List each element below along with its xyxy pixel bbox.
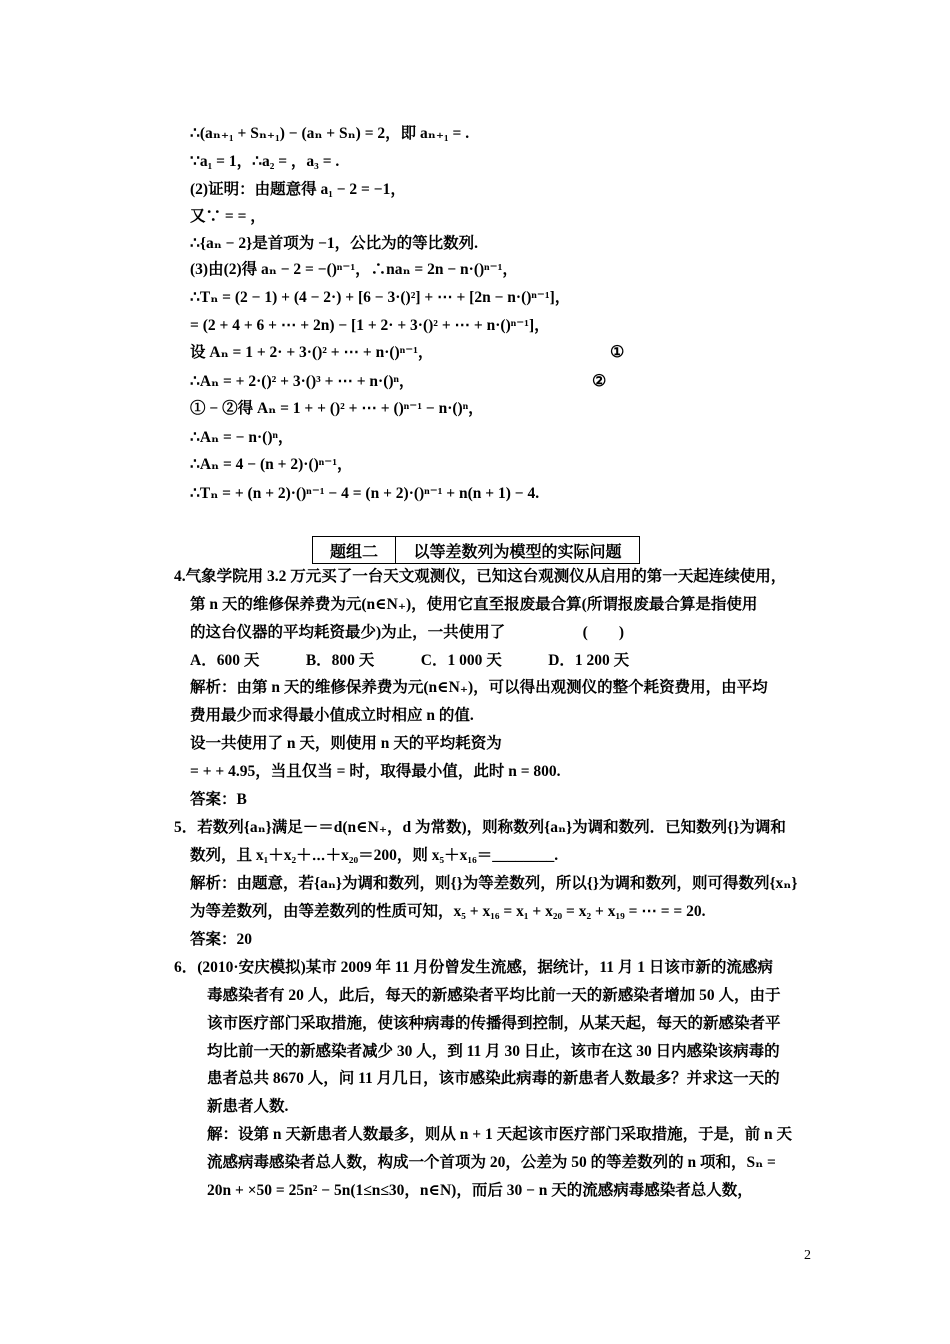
solution-line: (3)由(2)得 aₙ − 2 = −()ⁿ⁻¹，∴naₙ = 2n − n·()ⁿ⁻¹， bbox=[190, 261, 518, 278]
solution-line: = (2 + 4 + 6 + ⋯ + 2n) − [1 + 2· + 3·()² + ⋯ + n·()ⁿ⁻¹]， bbox=[190, 317, 550, 334]
question-6-text: 该市医疗部门采取措施，使该种病毒的传播得到控制，从某天起，每天的新感染者平 bbox=[207, 1015, 781, 1032]
question-4-analysis: 设一共使用了 n 天，则使用 n 天的平均耗资为 bbox=[190, 735, 502, 752]
question-6-solution: 流感病毒感染者总人数，构成一个首项为 20，公差为 50 的等差数列的 n 项和，Sₙ = bbox=[207, 1154, 776, 1171]
question-6-text: 6．(2010·安庆模拟)某市 2009 年 11 月份曾发生流感，据统计，11 月 1 日该市新的流感病 bbox=[174, 959, 773, 976]
solution-line: ① − ②得 Aₙ = 1 + + ()² + ⋯ + ()ⁿ⁻¹ − n·()ⁿ， bbox=[190, 400, 484, 417]
solution-line: ∵a₁ = 1，∴a₂ = ，a₃ = . bbox=[190, 153, 340, 170]
question-5-text: 5．若数列{aₙ}满足－＝d(n∈N₊，d 为常数)，则称数列{aₙ}为调和数列．已知数列{}为调和 bbox=[174, 819, 786, 836]
question-6-text: 新患者人数. bbox=[207, 1098, 289, 1115]
question-4-analysis: 解析：由第 n 天的维修保养费为元(n∈N₊)，可以得出观测仪的整个耗资费用，由平均 bbox=[190, 679, 768, 696]
question-5-answer: 答案：20 bbox=[190, 931, 253, 948]
section-header-box bbox=[312, 536, 640, 564]
question-5-analysis: 为等差数列，由等差数列的性质可知，x₅ + x₁₆ = x₁ + x₂₀ = x₂ + x₁₉ = ⋯ = = 20. bbox=[190, 903, 706, 920]
question-4-text: 的这台仪器的平均耗资最少)为止，一共使用了 ( ) bbox=[190, 624, 624, 641]
section-group-label: 题组二 bbox=[313, 537, 396, 563]
question-6-text: 患者总共 8670 人，问 11 月几日，该市感染此病毒的新患者人数最多？并求这一天的 bbox=[207, 1070, 780, 1087]
question-4-options: A．600 天 B．800 天 C．1 000 天 D．1 200 天 bbox=[190, 652, 630, 669]
solution-line: ∴Tₙ = + (n + 2)·()ⁿ⁻¹ − 4 = (n + 2)·()ⁿ⁻¹ + n(n + 1) − 4. bbox=[190, 485, 540, 502]
section-title: 以等差数列为模型的实际问题 bbox=[413, 543, 622, 561]
equation-marker-1: ① bbox=[610, 344, 625, 361]
question-6-solution: 解：设第 n 天新患者人数最多，则从 n + 1 天起该市医疗部门采取措施，于是，前 n 天 bbox=[207, 1126, 792, 1143]
question-5-text: 数列，且 x₁＋x₂＋⋯＋x₂₀＝200，则 x₅＋x₁₆＝________. bbox=[190, 847, 559, 864]
equation-marker-2: ② bbox=[592, 373, 607, 390]
solution-line: 又∵ = = ， bbox=[190, 208, 266, 225]
question-4-text: 第 n 天的维修保养费为元(n∈N₊)，使用它直至报废最合算(所谓报废最合算是指使用 bbox=[190, 596, 758, 613]
question-6-solution: 20n + ×50 = 25n² − 5n(1≤n≤30，n∈N)，而后 30 − n 天的流感病毒感染者总人数， bbox=[207, 1182, 753, 1199]
question-4-analysis: = + + 4.95，当且仅当 = 时，取得最小值，此时 n = 800. bbox=[190, 763, 561, 780]
solution-line: (2)证明：由题意得 a₁ − 2 = −1， bbox=[190, 181, 406, 198]
solution-line: 设 Aₙ = 1 + 2· + 3·()² + ⋯ + n·()ⁿ⁻¹， bbox=[190, 344, 434, 361]
question-4-text: 4.气象学院用 3.2 万元买了一台天文观测仪，已知这台观测仪从启用的第一天起连续使用， bbox=[174, 568, 787, 585]
solution-line: ∴Aₙ = 4 − (n + 2)·()ⁿ⁻¹， bbox=[190, 456, 353, 473]
solution-line: ∴(aₙ₊₁ + Sₙ₊₁) − (aₙ + Sₙ) = 2，即 aₙ₊₁ = . bbox=[190, 125, 470, 142]
solution-line: ∴Aₙ = − n·()ⁿ， bbox=[190, 429, 294, 446]
solution-line: ∴Tₙ = (2 − 1) + (4 − 2·) + [6 − 3·()²] + ⋯ + [2n − n·()ⁿ⁻¹]， bbox=[190, 289, 571, 306]
question-6-text: 均比前一天的新感染者减少 30 人，到 11 月 30 日止，该市在这 30 日内感染该病毒的 bbox=[207, 1043, 780, 1060]
page-number: 2 bbox=[804, 1248, 811, 1263]
question-6-text: 毒感染者有 20 人，此后，每天的新感染者平均比前一天的新感染者增加 50 人，由于 bbox=[207, 987, 781, 1004]
solution-line: ∴{aₙ − 2}是首项为 −1，公比为的等比数列. bbox=[190, 235, 479, 252]
question-4-analysis: 费用最少而求得最小值成立时相应 n 的值. bbox=[190, 707, 474, 724]
question-5-analysis: 解析：由题意，若{aₙ}为调和数列，则{}为等差数列，所以{}为调和数列，则可得数列{xₙ} bbox=[190, 875, 798, 892]
solution-line: ∴Aₙ = + 2·()² + 3·()³ + ⋯ + n·()ⁿ， bbox=[190, 373, 415, 390]
question-4-answer: 答案：B bbox=[190, 791, 247, 808]
